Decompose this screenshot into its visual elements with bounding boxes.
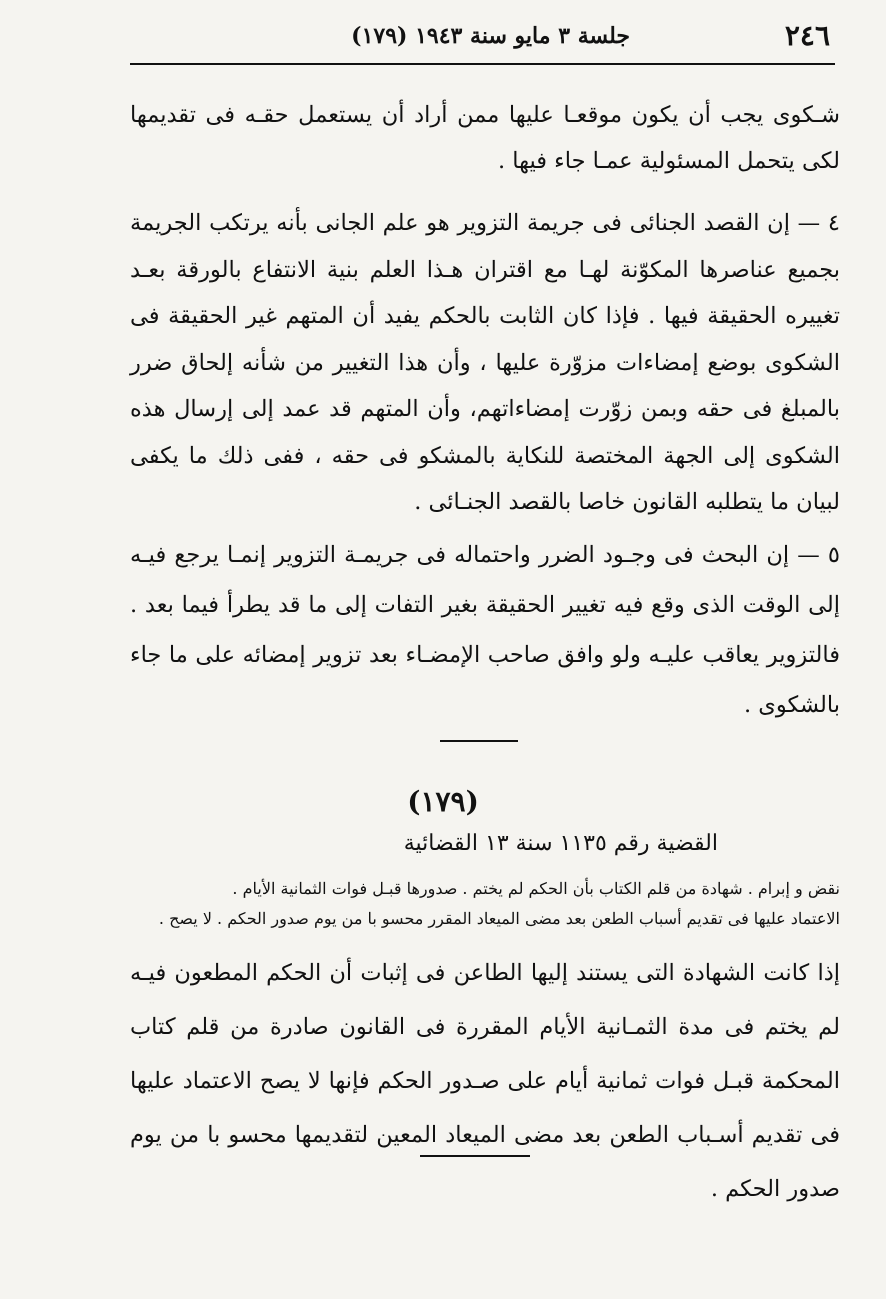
text-line: الجنـائى .	[414, 489, 502, 515]
text-line: فيـه إلى الوقت الذى وقع فيه تغيير الحقيقة بغير التفات إلى ما قد يطرأ فيما بعد .	[130, 541, 840, 618]
principle-5-paragraph	[130, 530, 840, 730]
text-line: ٥ — إن البحث فى وجـود الضرر واحتماله فى جريمـة التزوير إنمـا يرجع	[174, 541, 840, 568]
text-line: ٤ — إن القصد الجنائى فى جريمة التزوير هو علم الجانى بأنه يرتكب الجريمة	[130, 210, 840, 236]
text-line: للنكاية بالمشكو فى حقه ، ففى ذلك ما يكفى لبيان ما يتطلبه القانون خاصا بالقصد	[130, 442, 840, 515]
keywords-line: نقض و إبرام . شهادة من قلم الكتاب بأن الحكم لم يختم . صدورها قبـل فوات الثمانية الأيام .	[232, 879, 840, 898]
principle-4-paragraph	[130, 200, 840, 526]
page-header	[130, 18, 830, 58]
text-line: الطعن بعد مضى الميعاد المعين لتقديمها محسو با من يوم صدور الحكم .	[130, 1122, 840, 1202]
text-line: شـكوى يجب أن يكون موقعـا عليها ممن أراد أن يستعمل حقـه فى تقديمها لكى	[130, 102, 840, 174]
text-line: إمضاءات مزوّرة عليها ، وأن هذا التغيير من شأنه إلحاق ضرر بالمبلغ فى حقه وبمن	[130, 349, 841, 422]
text-line: زوّرت إمضاءاتهم، وأن المتهم قد عمد إلى إرسال هذه الشكوى إلى الجهة المختصة	[130, 396, 841, 469]
text-line: بالشكوى .	[743, 691, 840, 718]
text-line: فوات ثمانية أيام على صـدور الحكم فإنها لا يصح الاعتماد عليها فى تقديم أسـباب	[130, 1068, 840, 1148]
running-title: جلسة ٣ مايو سنة ١٩٤٣ (١٧٩)	[351, 23, 630, 49]
text-line: يتحمل المسئولية عمـا جاء فيها .	[497, 148, 795, 174]
case-number-heading: القضية رقم ١١٣٥ سنة ١٣ القضائية	[403, 831, 718, 856]
text-line: بجميع عناصرها المكوّنة لهـا مع اقتران هـذا العلم بنية الانتفاع بالورقة بعـد تغييره	[130, 256, 841, 329]
text-line: لم يختم فى مدة الثمـانية الأيام المقررة فى القانون صادرة من قلم كتاب المحكمة قبـل	[130, 1014, 840, 1094]
text-line: إذا كانت الشهادة التى يستند إليها الطاعن فى إثبات أن الحكم المطعون فيـه	[130, 960, 840, 986]
ruling-number: (١٧٩)	[407, 785, 479, 818]
keywords-line: الاعتماد عليها فى تقديم أسباب الطعن بعد مضى الميعاد المقرر محسو با من يوم صدور الحكم . لا يصح .	[158, 909, 840, 928]
end-divider	[420, 1155, 530, 1157]
header-divider	[130, 63, 835, 65]
ruling-keywords	[130, 874, 840, 934]
ruling-summary-paragraph	[130, 946, 840, 1216]
text-line: الحقيقة فيها . فإذا كان الثابت بالحكم يفيد أن المتهم غير الحقيقة فى الشكوى بوضع	[130, 303, 840, 376]
body-text	[130, 92, 840, 730]
section-divider	[440, 740, 518, 742]
text-line: فالتزوير يعاقب عليـه ولو وافق صاحب الإمضـاء بعد تزوير إمضائه على ما جاء	[130, 641, 840, 668]
intro-paragraph	[130, 92, 840, 184]
page-number: ٢٤٦	[784, 19, 830, 52]
